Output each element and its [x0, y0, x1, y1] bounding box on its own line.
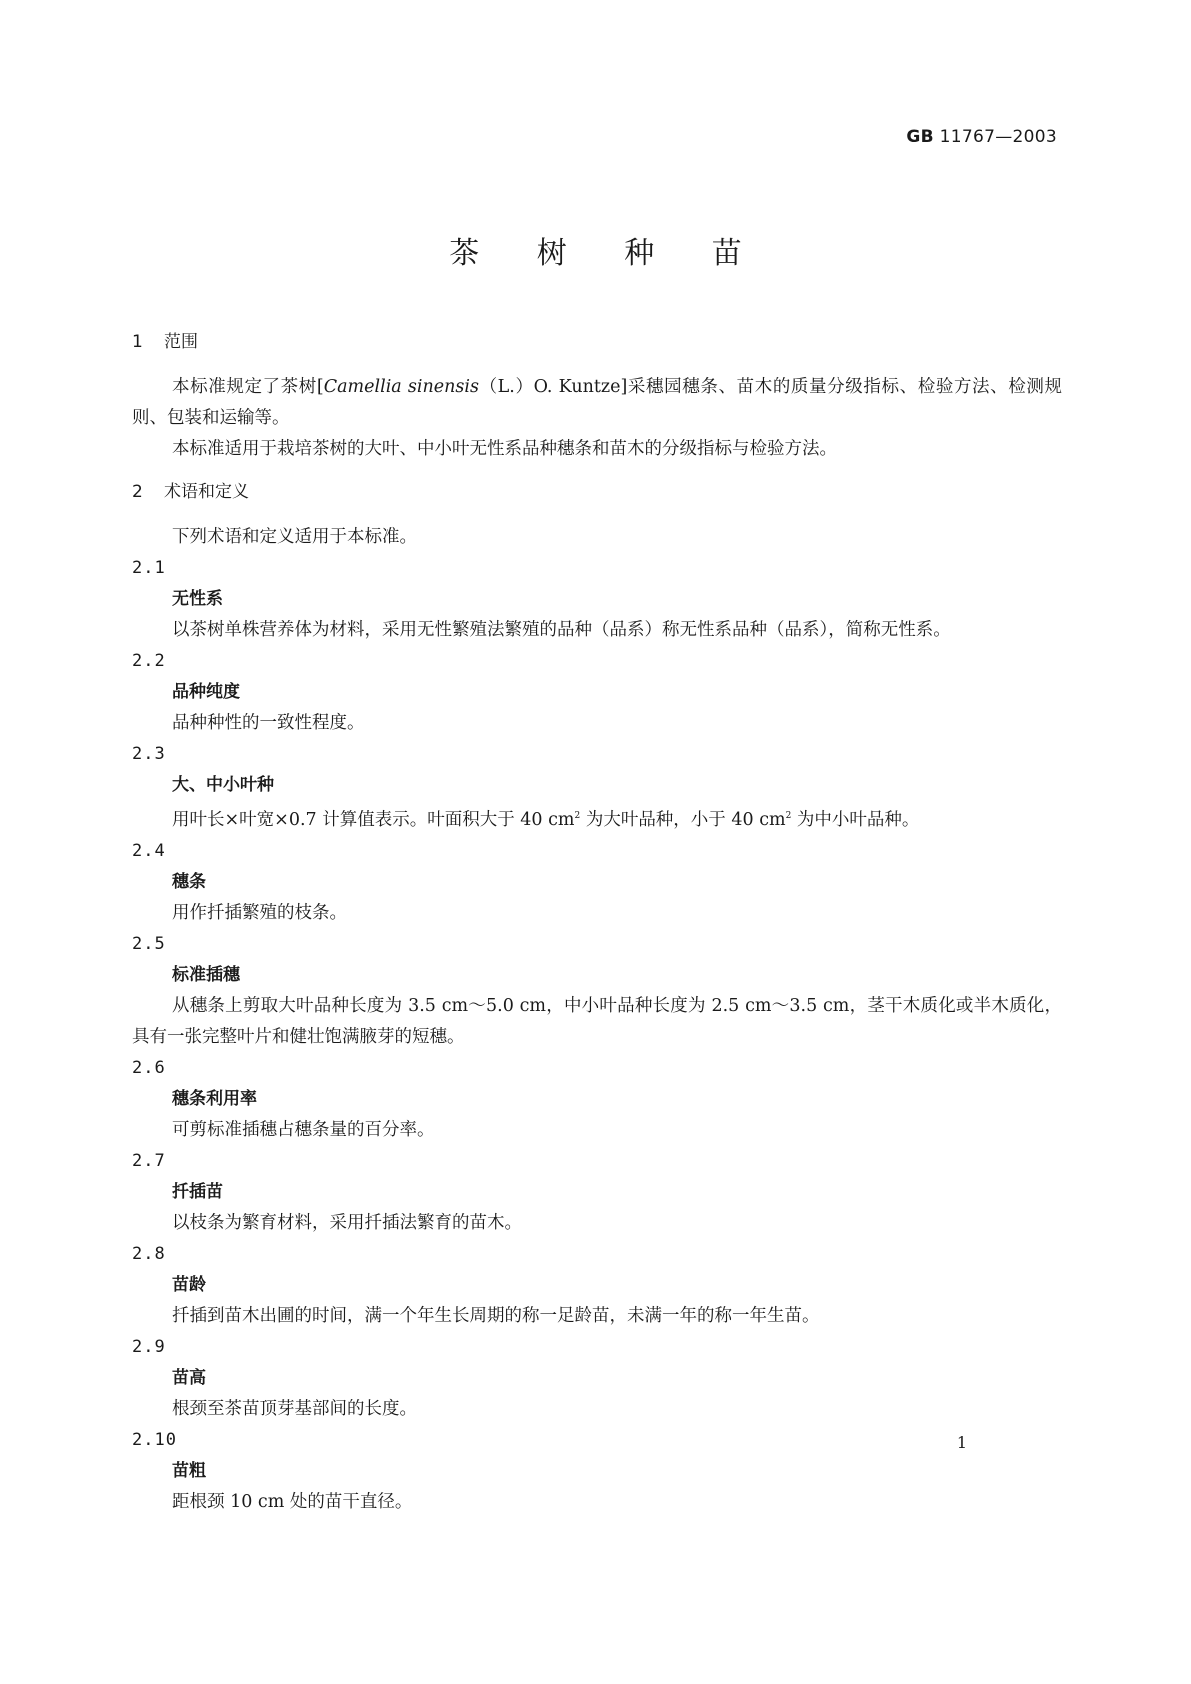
- term-entry: [132, 1425, 1062, 1518]
- term-number: 2.2: [132, 651, 166, 671]
- term-definition: 可剪标准插穗占穗条量的百分率。: [172, 1120, 435, 1140]
- definition-text-a: 用叶长×叶宽×0.7 计算值表示。叶面积大于 40 cm: [172, 810, 575, 830]
- term-definition: 以枝条为繁育材料，采用扦插法繁育的苗木。: [172, 1213, 522, 1233]
- section-heading: [132, 477, 1062, 508]
- term-entry: [132, 1332, 1062, 1425]
- standard-number: 11767—2003: [939, 127, 1057, 147]
- document-title: 茶 树 种 苗: [449, 236, 766, 271]
- term-number: 2.1: [132, 558, 166, 578]
- term-definition: [132, 801, 1062, 836]
- term-name: 品种纯度: [172, 682, 240, 702]
- document-body: [132, 327, 1062, 1518]
- term-entry: [132, 1053, 1062, 1146]
- term-number: 2.3: [132, 744, 166, 764]
- term-name: 苗高: [172, 1368, 206, 1388]
- section-scope: [132, 327, 1062, 465]
- term-definition: 以茶树单株营养体为材料，采用无性繁殖法繁殖的品种（品系）称无性系品种（品系），简称无性系。: [172, 620, 951, 640]
- term-definition: 品种种性的一致性程度。: [172, 713, 365, 733]
- scope-text-b: （L.）O. Kuntze]采穗园穗条、苗木的质量分级指标、检验方法、检测规则、包装和运输等。: [132, 377, 1063, 428]
- term-number: 2.6: [132, 1058, 166, 1078]
- term-entry: [132, 1239, 1062, 1332]
- term-entry: [132, 553, 1062, 646]
- term-name: 穗条: [172, 872, 206, 892]
- section-number: 2: [132, 482, 143, 502]
- term-definition: 扦插到苗木出圃的时间，满一个年生长周期的称一足龄苗，未满一年的称一年生苗。: [172, 1306, 820, 1326]
- term-number: 2.4: [132, 841, 166, 861]
- term-entry: [132, 646, 1062, 739]
- term-name: 标准插穗: [172, 965, 240, 985]
- standard-code: [906, 127, 1057, 147]
- term-number: 2.8: [132, 1244, 166, 1264]
- scope-paragraph-2: 本标准适用于栽培茶树的大叶、中小叶无性系品种穗条和苗木的分级指标与检验方法。: [172, 439, 837, 459]
- term-number: 2.5: [132, 934, 166, 954]
- term-definition: 距根颈 10 cm 处的苗干直径。: [172, 1492, 413, 1512]
- section-terms: [132, 477, 1062, 1518]
- term-number: 2.10: [132, 1430, 177, 1450]
- term-name: 穗条利用率: [172, 1089, 257, 1109]
- term-definition: 根颈至茶苗顶芽基部间的长度。: [172, 1399, 417, 1419]
- term-entry: [132, 929, 1062, 1053]
- term-name: 扦插苗: [172, 1182, 223, 1202]
- scope-text-a: 本标准规定了茶树[: [172, 377, 324, 397]
- term-name: 苗龄: [172, 1275, 206, 1295]
- term-entry: [132, 1146, 1062, 1239]
- definition-text-c: 为中小叶品种。: [791, 810, 920, 830]
- page-number: 1: [956, 1433, 967, 1452]
- definition-text-b: 为大叶品种，小于 40 cm: [580, 810, 786, 830]
- term-number: 2.7: [132, 1151, 166, 1171]
- superscript-2: 2: [785, 811, 792, 821]
- term-name: 大、中小叶种: [172, 775, 274, 795]
- section-heading: [132, 327, 1062, 358]
- scope-paragraph-1: [132, 372, 1062, 434]
- section-title: 术语和定义: [164, 482, 249, 502]
- term-entry: [132, 836, 1062, 929]
- term-definition: 用作扦插繁殖的枝条。: [172, 903, 347, 923]
- standard-prefix: GB: [906, 127, 934, 147]
- section-title: 范围: [164, 332, 198, 352]
- superscript-2: 2: [574, 811, 581, 821]
- term-number: 2.9: [132, 1337, 166, 1357]
- term-definition: 从穗条上剪取大叶品种长度为 3.5 cm～5.0 cm，中小叶品种长度为 2.5 cm～3.5 cm，茎干木质化或半木质化，具有一张完整叶片和健壮饱满腋芽的短穗。: [132, 996, 1062, 1047]
- term-name: 苗粗: [172, 1461, 206, 1481]
- section-number: 1: [132, 332, 143, 352]
- term-name: 无性系: [172, 589, 223, 609]
- terms-intro: 下列术语和定义适用于本标准。: [172, 527, 417, 547]
- latin-name: Camellia sinensis: [323, 377, 479, 397]
- term-entry: [132, 739, 1062, 836]
